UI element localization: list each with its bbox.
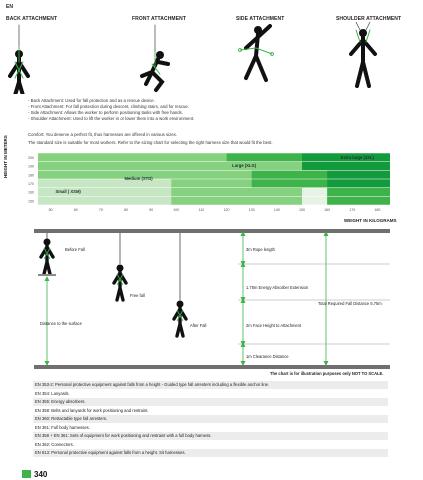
x-tick-label: 100 — [173, 208, 180, 212]
total-distance-label: Total Required Fall Distance 6.75m — [318, 301, 382, 306]
shoulder-attachment-title: SHOULDER ATTACHMENT — [336, 16, 402, 22]
standard-item: EN 360: Retractable type fall arresters. — [33, 415, 388, 423]
before-fall-figure — [38, 233, 56, 276]
attachment-figures — [0, 22, 423, 94]
language-label: EN — [6, 4, 13, 10]
free-fall-figure — [114, 233, 126, 300]
front-attachment-title: FRONT ATTACHMENT — [132, 16, 186, 22]
page-number: 340 — [34, 470, 48, 479]
x-tick-label: 90 — [149, 208, 154, 212]
y-tick-label: 150 — [28, 199, 34, 204]
x-tick-label: 130 — [248, 208, 255, 212]
x-tick-label: 140 — [273, 208, 280, 212]
x-tick-label: 170 — [349, 208, 356, 212]
shoulder-attachment-figure — [351, 22, 375, 86]
x-tick-label: 60 — [73, 208, 78, 212]
y-tick-label: 160 — [28, 190, 34, 195]
back-attachment-title: BACK ATTACHMENT — [6, 16, 58, 22]
back-attachment-figure — [10, 25, 28, 94]
energy-absorber-label: 1.75m Energy Absorber Extension — [246, 285, 309, 290]
size-band-label: Medium (STD) — [124, 175, 153, 181]
front-attachment-figure — [142, 25, 168, 90]
distance-surface-label: Distance to the surface — [40, 321, 82, 326]
x-tick-label: 160 — [324, 208, 331, 212]
ground-surface — [34, 365, 390, 369]
side-attachment-figure — [239, 26, 274, 80]
x-tick-label: 120 — [223, 208, 230, 212]
bullet-side: - Side Attachment: Allows the worker to perform positioning tasks with free hands. — [28, 110, 184, 115]
anchor-beam — [34, 229, 390, 233]
x-tick-label: 70 — [98, 208, 103, 212]
bullet-back: - Back Attachment: Used for fall protection and as a rescue device. — [28, 98, 155, 103]
before-fall-label: Before Fall — [65, 247, 85, 252]
y-tick-label: 190 — [28, 164, 34, 169]
bullet-shoulder: - Shoulder Attachment: Used to lift the worker in or lower them into a work environment. — [28, 116, 195, 121]
standard-item: EN 813: Personal protective equipment against falls from a height. Sit harnesses. — [33, 449, 388, 457]
x-tick-label: 180 — [374, 208, 381, 212]
bullet-front: - Front Attachment: For fall protection during descent, climbing stairs, and for rescue. — [28, 104, 189, 109]
size-band-label: Small ( XSM) — [55, 188, 81, 194]
size-band-label: Extra large (3XL) — [340, 155, 374, 161]
standard-item: EN 358: Belts and lanyards for work positioning and restraint. — [35, 407, 149, 413]
standard-item: EN 362: Connectors. — [35, 441, 74, 447]
chart-xlabel: WEIGHT IN KILOGRAMS — [344, 218, 397, 223]
page-marker — [22, 470, 31, 478]
standard-item: EN 354: Lanyards. — [35, 390, 70, 396]
chart-ylabel: HEIGHT IN METERS — [3, 135, 8, 178]
x-tick-label: 150 — [299, 208, 305, 212]
sizing-line: The standard size is suitable for most workers. Refer to the sizing chart for selecting the right harness size that would fit the best. — [28, 140, 273, 145]
clearance-label: 1m Clearance Distance — [246, 354, 289, 359]
y-tick-label: 180 — [28, 173, 34, 178]
x-tick-label: 80 — [124, 208, 128, 212]
face-height-label: 2m Face Height to Attachment — [246, 323, 302, 328]
y-tick-label: 200 — [28, 156, 34, 161]
standard-item: EN 355: Energy absorbers. — [33, 398, 388, 406]
x-tick-label: 110 — [198, 208, 205, 212]
size-band-label: Large (XLG) — [232, 162, 257, 168]
side-attachment-title: SIDE ATTACHMENT — [236, 16, 285, 22]
y-tick-label: 170 — [28, 182, 34, 187]
standard-item: EN 353-2: Personal protective equipment against falls from a height - Guided type fall arresters including a flexible anchor line. — [33, 381, 388, 389]
x-tick-label: 50 — [48, 208, 53, 212]
standard-item: EN 358 + EN 361: Sets of equipment for work positioning and restraint with a full body harness. — [33, 432, 388, 440]
rope-length-label: 3m Rope length — [246, 247, 275, 252]
free-fall-label: Free fall — [130, 293, 145, 298]
after-fall-figure — [174, 233, 186, 336]
sizing-chart — [0, 150, 423, 220]
comfort-line: Comfort: You deserve a perfect fit, thus harnesses are offered in various sizes. — [28, 132, 177, 137]
standard-item: EN 361: Full body harnesses. — [35, 424, 90, 430]
after-fall-label: After Fall — [190, 323, 207, 328]
scale-note: The chart is for illustration purposes only NOT TO SCALE. — [270, 371, 384, 376]
